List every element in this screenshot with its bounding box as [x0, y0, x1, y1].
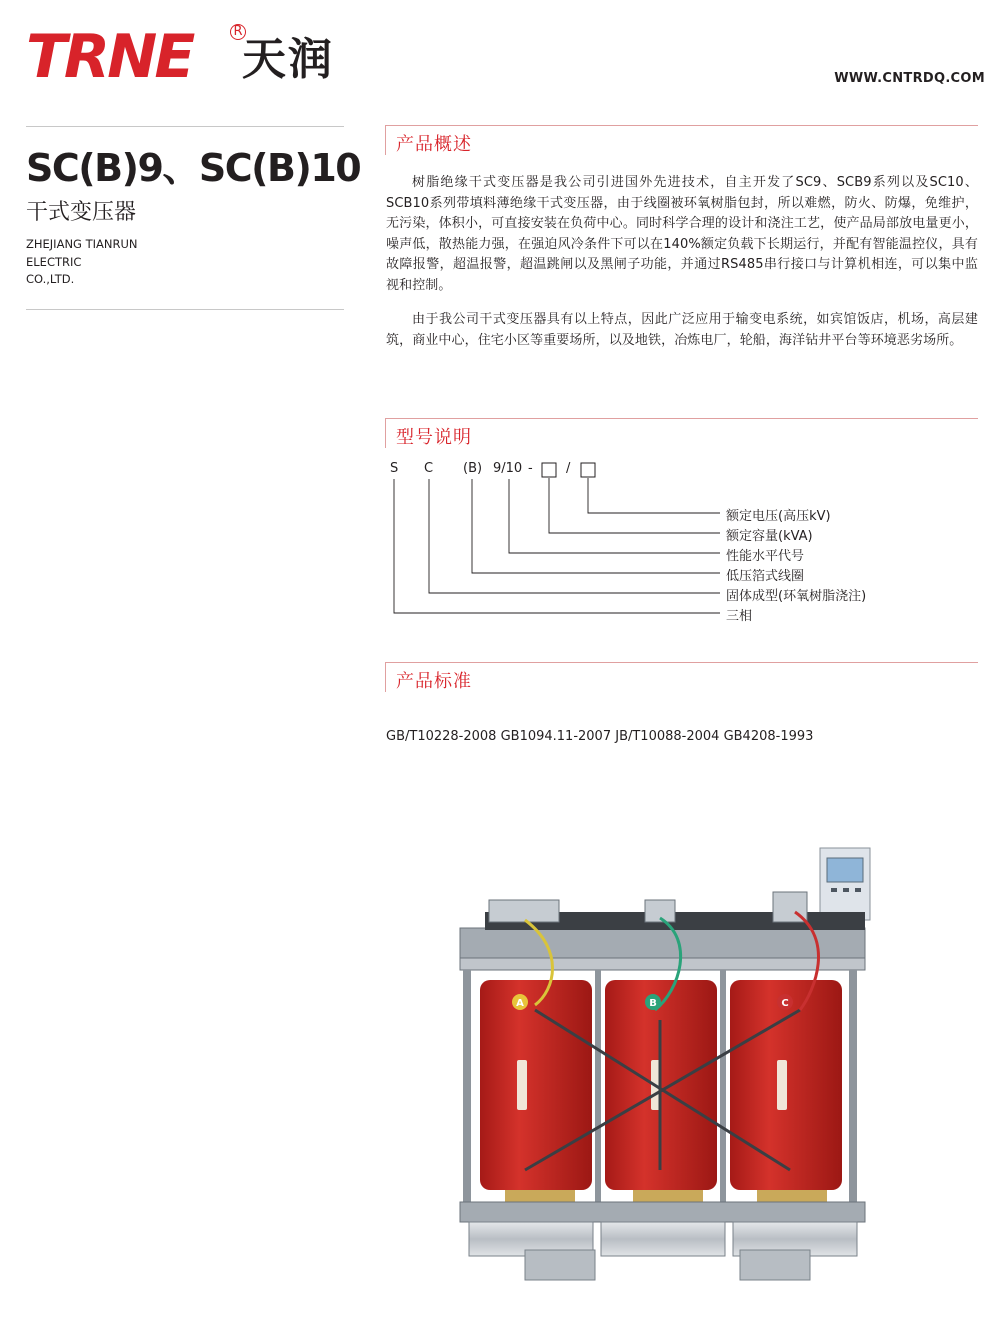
- line-capacity: [549, 478, 720, 533]
- code-dash: -: [528, 461, 533, 476]
- registered-mark: R: [230, 24, 246, 40]
- phase-a-label: A: [516, 998, 524, 1009]
- model-title: SC(B)9、SC(B)10: [26, 146, 361, 190]
- desc-foil: 低压箔式线圈: [726, 569, 805, 584]
- desc-resin: 固体成型(环氧树脂浇注): [726, 589, 867, 604]
- section-bar: [385, 125, 386, 155]
- line-resin: [429, 479, 720, 593]
- logo-latin-text: TRNE: [26, 22, 193, 92]
- phase-b-label: B: [649, 998, 657, 1009]
- desc-level: 性能水平代号: [726, 549, 805, 564]
- website-url[interactable]: WWW.CNTRDQ.COM: [834, 71, 985, 86]
- phase-c-label: C: [781, 998, 789, 1009]
- code-s: S: [390, 461, 399, 476]
- model-heading: 型号说明: [396, 427, 472, 448]
- voltage-box: [581, 463, 595, 477]
- left-bottom-divider: [26, 309, 344, 310]
- coil-a: [480, 980, 592, 1206]
- product-subtitle: 干式变压器: [26, 200, 137, 225]
- overview-paragraph: 由于我公司干式变压器具有以上特点，因此广泛应用于输变电系统，如宾馆饭店，机场，高层建筑，商业中心，住宅小区等重要场所，以及地铁，冶炼电厂，轮船，海洋钻井平台等环境恶劣场所。: [386, 312, 978, 348]
- standards-heading: 产品标准: [396, 671, 472, 692]
- code-level: 9/10: [493, 461, 523, 476]
- base-frame: [460, 1202, 865, 1222]
- transformer-photo: [455, 840, 875, 1320]
- section-bar: [385, 418, 386, 448]
- desc-voltage: 额定电压(高压kV): [726, 509, 831, 524]
- logo-chinese-text: 天润: [242, 34, 334, 85]
- left-top-divider: [26, 126, 344, 127]
- overview-heading: 产品概述: [396, 134, 472, 155]
- standards-section-header: [385, 662, 978, 692]
- capacity-box: [542, 463, 556, 477]
- model-section-header: [385, 418, 978, 448]
- code-slash: /: [566, 461, 571, 476]
- desc-three-phase: 三相: [726, 609, 753, 624]
- model-code-diagram: [380, 455, 900, 630]
- overview-paragraph: 树脂绝缘干式变压器是我公司引进国外先进技术，自主开发了SC9、SCB9系列以及SC10、SCB10系列带填料薄绝缘干式变压器，由于线圈被环氧树脂包封，所以难燃，防火、防爆，免维护，无污染，体积小，可直接安装在负荷中心。同时科学合理的设计和浇注工艺，使产品局部放电量更小，噪声低，散热能力强，在强迫风冷条件下可以在140%额定负载下长期运行，并配有智能温控仪，具有故障报警，超温报警，超温跳闸以及黑闸子功能，并通过RS485串行接口与计算机相连，可以集中监视和控制。: [386, 175, 978, 293]
- section-rule: [385, 662, 978, 663]
- section-rule: [385, 125, 978, 126]
- overview-section-header: [385, 125, 978, 155]
- section-bar: [385, 662, 386, 692]
- line-level: [509, 479, 720, 553]
- company-name: [26, 236, 138, 289]
- code-b: (B): [463, 461, 483, 476]
- company-line: ZHEJIANG TIANRUN: [26, 237, 138, 251]
- standards-list: GB/T10228-2008 GB1094.11-2007 JB/T10088-2004 GB4208-1993: [386, 729, 814, 744]
- company-line: ELECTRIC: [26, 254, 82, 269]
- line-voltage: [588, 478, 720, 513]
- code-c: C: [424, 461, 434, 476]
- desc-capacity: 额定容量(kVA): [726, 529, 813, 544]
- section-rule: [385, 418, 978, 419]
- company-line: CO.,LTD.: [26, 272, 75, 286]
- company-logo: [26, 24, 356, 94]
